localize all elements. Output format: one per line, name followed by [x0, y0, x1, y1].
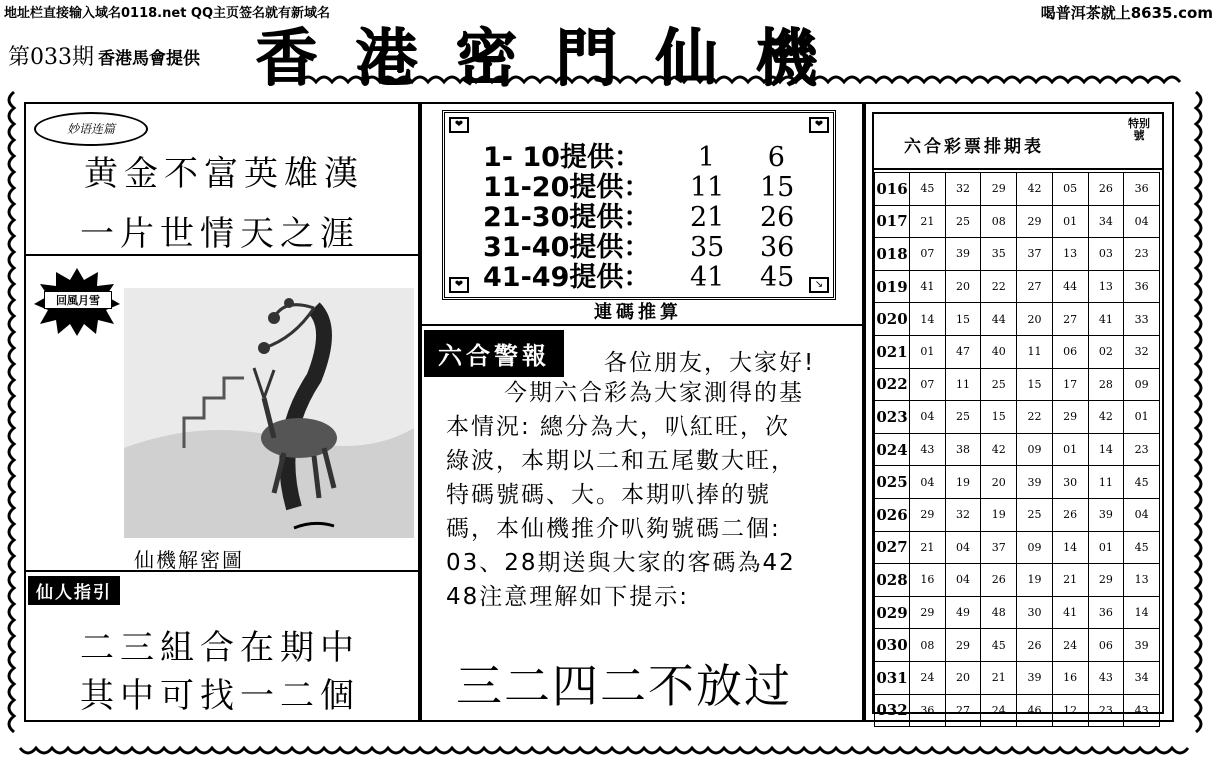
number-cell: 38: [945, 433, 981, 466]
number-cell: 19: [1017, 564, 1053, 597]
number-cell: 23: [1088, 694, 1124, 727]
divider: [420, 324, 864, 326]
range-row: 41-49提供： 41 45: [483, 262, 795, 293]
table-row: [875, 401, 1160, 434]
number-cell: 04: [945, 564, 981, 597]
number-cell: 21: [981, 661, 1017, 694]
number-cell: 36: [1124, 173, 1160, 206]
heart-corner-icon: ❤: [809, 117, 829, 133]
table-row: [875, 596, 1160, 629]
period-cell: 018: [875, 238, 910, 271]
number-cell: 33: [1124, 303, 1160, 336]
picture-caption: 仙機解密圖: [134, 548, 244, 572]
alert-greeting: 各位朋友，大家好!: [604, 350, 816, 376]
number-cell: 32: [945, 498, 981, 531]
number-cell: 43: [1088, 661, 1124, 694]
table-row: [875, 564, 1160, 597]
number-cell: 42: [1088, 401, 1124, 434]
number-cell: 29: [910, 498, 946, 531]
poem-line-2: 一片世情天之涯: [80, 214, 360, 254]
period-cell: 020: [875, 303, 910, 336]
range-label: 11-20提供: [483, 172, 624, 203]
number-cell: 37: [1017, 238, 1053, 271]
period-cell: 031: [875, 661, 910, 694]
number-cell: 01: [1052, 205, 1088, 238]
number-cell: 23: [1124, 433, 1160, 466]
number-cell: 04: [945, 531, 981, 564]
number-cell: 30: [1017, 596, 1053, 629]
period-cell: 024: [875, 433, 910, 466]
alert-slogan: 三二四二不放过: [456, 659, 792, 713]
number-cell: 22: [981, 270, 1017, 303]
range-number: 21: [690, 202, 725, 233]
number-cell: 11: [945, 368, 981, 401]
hint-tag: 仙人指引: [28, 576, 120, 605]
number-cell: 22: [1017, 401, 1053, 434]
number-cell: 32: [1124, 335, 1160, 368]
period-cell: 026: [875, 498, 910, 531]
number-cell: 13: [1124, 564, 1160, 597]
number-cell: 41: [1052, 596, 1088, 629]
alert-tag: 六合警報: [424, 330, 564, 377]
number-cell: 02: [1088, 335, 1124, 368]
number-cell: 29: [1017, 205, 1053, 238]
number-cell: 27: [945, 694, 981, 727]
number-cell: 25: [981, 368, 1017, 401]
number-cell: 48: [981, 596, 1017, 629]
schedule-title: 六合彩票排期表: [904, 137, 1044, 157]
table-row: [875, 466, 1160, 499]
number-cell: 06: [1088, 629, 1124, 662]
heart-corner-icon: ❤: [449, 117, 469, 133]
number-cell: 01: [1088, 531, 1124, 564]
number-cell: 01: [910, 335, 946, 368]
top-right-notice: 喝普洱茶就上8635.com: [1040, 4, 1213, 22]
number-cell: 24: [981, 694, 1017, 727]
number-cell: 47: [945, 335, 981, 368]
number-cell: 26: [1088, 173, 1124, 206]
number-cell: 36: [910, 694, 946, 727]
number-cell: 45: [1124, 466, 1160, 499]
number-cell: 04: [910, 466, 946, 499]
alert-line: 綠波，本期以二和五尾數大旺，: [446, 448, 796, 474]
range-row: 1- 10提供： 1 6: [483, 142, 785, 173]
number-cell: 26: [981, 564, 1017, 597]
number-cell: 29: [981, 173, 1017, 206]
period-cell: 025: [875, 466, 910, 499]
number-cell: 34: [1124, 661, 1160, 694]
period-cell: 027: [875, 531, 910, 564]
number-cell: 36: [1124, 270, 1160, 303]
period-cell: 016: [875, 173, 910, 206]
number-cell: 17: [1052, 368, 1088, 401]
number-cell: 20: [945, 270, 981, 303]
period-cell: 017: [875, 205, 910, 238]
range-label: 21-30提供: [483, 202, 624, 233]
number-cell: 43: [1124, 694, 1160, 727]
period-cell: 019: [875, 270, 910, 303]
number-cell: 42: [981, 433, 1017, 466]
number-cell: 45: [1124, 531, 1160, 564]
number-cell: 11: [1017, 335, 1053, 368]
number-cell: 04: [1124, 498, 1160, 531]
number-cell: 13: [1052, 238, 1088, 271]
number-cell: 41: [910, 270, 946, 303]
number-cell: 15: [945, 303, 981, 336]
table-row: [875, 205, 1160, 238]
number-cell: 45: [910, 173, 946, 206]
number-cell: 09: [1017, 433, 1053, 466]
range-number: 6: [767, 142, 785, 173]
range-label: 41-49提供: [483, 262, 624, 293]
period-cell: 023: [875, 401, 910, 434]
number-cell: 14: [1088, 433, 1124, 466]
range-label: 1- 10提供: [483, 142, 614, 173]
number-cell: 15: [1017, 368, 1053, 401]
number-cell: 06: [1052, 335, 1088, 368]
publisher-label: 香港馬會提供: [98, 49, 200, 69]
number-cell: 37: [981, 531, 1017, 564]
number-cell: 34: [1088, 205, 1124, 238]
period-cell: 022: [875, 368, 910, 401]
burst-label: 回風月雪: [44, 291, 112, 309]
table-row: [875, 498, 1160, 531]
range-number: 1: [697, 142, 715, 173]
number-cell: 25: [945, 401, 981, 434]
period-cell: 030: [875, 629, 910, 662]
number-cell: 44: [1052, 270, 1088, 303]
alert-line: 今期六合彩為大家測得的基: [504, 380, 804, 406]
number-cell: 42: [1017, 173, 1053, 206]
range-row: 11-20提供： 11 15: [483, 172, 795, 203]
table-row: [875, 433, 1160, 466]
range-row: 31-40提供： 35 36: [483, 232, 795, 263]
ranges-box: [442, 110, 836, 300]
arrow-corner-icon: ↘: [809, 277, 829, 293]
number-cell: 29: [1088, 564, 1124, 597]
range-number: 15: [760, 172, 795, 203]
number-cell: 36: [1088, 596, 1124, 629]
number-cell: 19: [981, 498, 1017, 531]
number-cell: 15: [981, 401, 1017, 434]
table-row: [875, 368, 1160, 401]
number-cell: 28: [1088, 368, 1124, 401]
number-cell: 26: [1017, 629, 1053, 662]
table-row: [875, 303, 1160, 336]
poem-line-1: 黄金不富英雄漢: [84, 154, 364, 194]
period-cell: 029: [875, 596, 910, 629]
number-cell: 14: [1052, 531, 1088, 564]
special-number-badge: 特别號: [1128, 117, 1150, 142]
number-cell: 24: [1052, 629, 1088, 662]
number-cell: 29: [1052, 401, 1088, 434]
period-cell: 021: [875, 335, 910, 368]
hint-line-2: 其中可找一二個: [80, 676, 360, 716]
top-left-notice: 地址栏直接输入域名0118.net QQ主页签名就有新域名: [4, 6, 331, 21]
number-cell: 03: [1088, 238, 1124, 271]
range-number: 45: [760, 262, 795, 293]
ranges-caption: 連碼推算: [594, 302, 682, 323]
number-cell: 39: [1017, 466, 1053, 499]
number-cell: 45: [981, 629, 1017, 662]
number-cell: 27: [1017, 270, 1053, 303]
period-cell: 028: [875, 564, 910, 597]
number-cell: 25: [945, 205, 981, 238]
number-cell: 39: [945, 238, 981, 271]
table-row: [875, 694, 1160, 727]
number-cell: 19: [945, 466, 981, 499]
heart-corner-icon: ❤: [449, 277, 469, 293]
table-row: [875, 270, 1160, 303]
range-label: 31-40提供: [483, 232, 624, 263]
issue-header: [8, 40, 200, 71]
range-number: 26: [760, 202, 795, 233]
range-number: 11: [690, 172, 725, 203]
number-cell: 29: [910, 596, 946, 629]
number-cell: 23: [1124, 238, 1160, 271]
alert-line: 本情況: 總分為大，叭紅旺，次: [446, 414, 791, 440]
number-cell: 39: [1017, 661, 1053, 694]
number-cell: 39: [1124, 629, 1160, 662]
number-cell: 09: [1017, 531, 1053, 564]
number-cell: 32: [945, 173, 981, 206]
number-cell: 20: [1017, 303, 1053, 336]
table-row: [875, 531, 1160, 564]
number-cell: 30: [1052, 466, 1088, 499]
issue-number: 第033期: [8, 45, 94, 70]
number-cell: 01: [1124, 401, 1160, 434]
number-cell: 35: [981, 238, 1017, 271]
alert-line: 碼，本仙機推介叭夠號碼二個:: [446, 516, 781, 542]
table-row: [875, 238, 1160, 271]
riddle-illustration: [124, 288, 414, 538]
table-row: [875, 173, 1160, 206]
number-cell: 41: [1088, 303, 1124, 336]
number-cell: 27: [1052, 303, 1088, 336]
number-cell: 26: [1052, 498, 1088, 531]
alert-line: 03、28期送與大家的客碼為42: [446, 550, 796, 576]
table-row: [875, 661, 1160, 694]
number-cell: 20: [945, 661, 981, 694]
table-row: [875, 629, 1160, 662]
divider: [872, 168, 1164, 170]
range-row: 21-30提供： 21 26: [483, 202, 795, 233]
number-cell: 25: [1017, 498, 1053, 531]
number-cell: 07: [910, 238, 946, 271]
number-cell: 05: [1052, 173, 1088, 206]
number-cell: 21: [910, 205, 946, 238]
poem-badge: 妙语连篇: [34, 112, 148, 146]
period-cell: 032: [875, 694, 910, 727]
number-cell: 08: [910, 629, 946, 662]
number-cell: 20: [981, 466, 1017, 499]
table-row: [875, 335, 1160, 368]
number-cell: 24: [910, 661, 946, 694]
number-cell: 01: [1052, 433, 1088, 466]
number-cell: 39: [1088, 498, 1124, 531]
number-cell: 12: [1052, 694, 1088, 727]
number-cell: 29: [945, 629, 981, 662]
masthead-title: 香港密門仙機: [255, 21, 856, 94]
number-cell: 16: [1052, 661, 1088, 694]
range-number: 36: [760, 232, 795, 263]
number-cell: 46: [1017, 694, 1053, 727]
number-cell: 49: [945, 596, 981, 629]
number-cell: 21: [1052, 564, 1088, 597]
hint-line-1: 二三組合在期中: [80, 628, 360, 668]
number-cell: 40: [981, 335, 1017, 368]
schedule-table: [874, 172, 1160, 727]
number-cell: 08: [981, 205, 1017, 238]
number-cell: 14: [1124, 596, 1160, 629]
number-cell: 44: [981, 303, 1017, 336]
number-cell: 09: [1124, 368, 1160, 401]
number-cell: 07: [910, 368, 946, 401]
range-number: 35: [690, 232, 725, 263]
number-cell: 13: [1088, 270, 1124, 303]
number-cell: 16: [910, 564, 946, 597]
number-cell: 14: [910, 303, 946, 336]
number-cell: 04: [1124, 205, 1160, 238]
range-number: 41: [690, 262, 725, 293]
number-cell: 21: [910, 531, 946, 564]
alert-line: 48注意理解如下提示:: [446, 584, 690, 610]
number-cell: 04: [910, 401, 946, 434]
number-cell: 43: [910, 433, 946, 466]
number-cell: 11: [1088, 466, 1124, 499]
alert-line: 特碼號碼、大。本期叭捧的號: [446, 482, 771, 508]
